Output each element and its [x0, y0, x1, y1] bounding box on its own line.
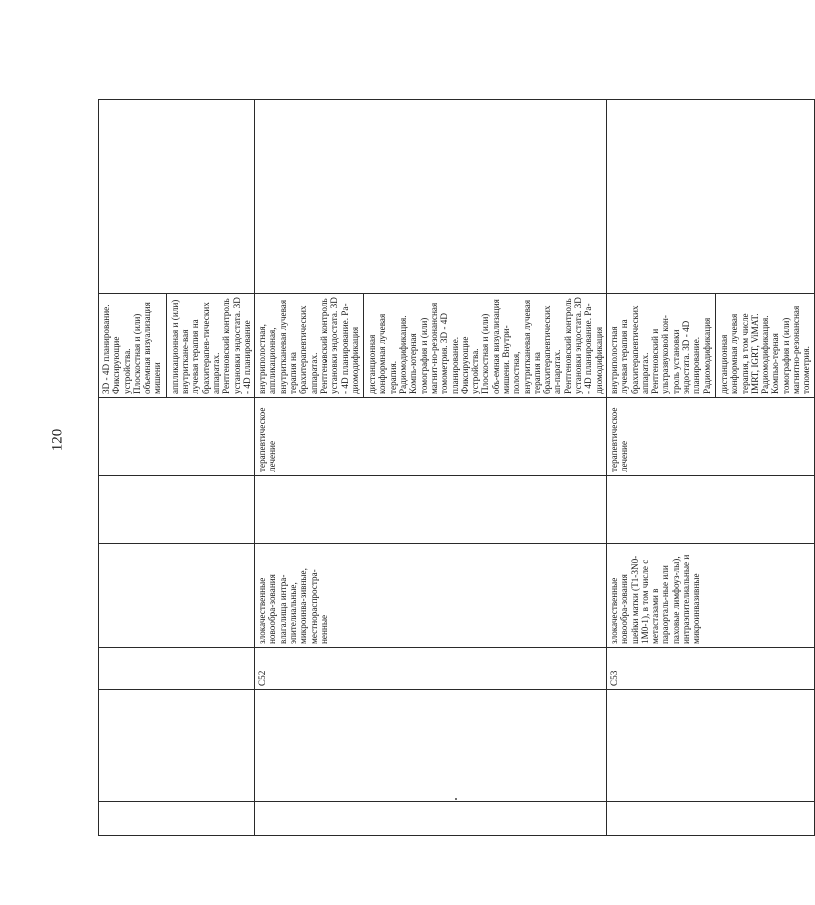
methods-cell	[99, 294, 255, 398]
table-cell	[255, 476, 607, 544]
table-cell	[99, 690, 255, 802]
table-cell	[606, 100, 814, 294]
table-cell	[606, 690, 814, 802]
table-row	[255, 100, 607, 836]
disease-cell: злокачественные новообра-зования влагалища интра-эпителиальные, микроинва-зивные, местнораспростра-ненные	[255, 544, 607, 648]
method-text: внутриполостная, аппликационная, внутритканевая лучевая терапия на брахитерапевтических аппаратах. Рентгеновский контроль установки эндостата. 3D - 4D планирование. Ра-диомодификация	[257, 297, 360, 394]
method-text: 3D - 4D планирование. Фиксирующие устройства. Плоскостная и (или) объемная визуализация мишени	[101, 302, 163, 394]
page-number: 120	[49, 428, 66, 452]
methods-cell	[606, 294, 814, 398]
treatment-cell: терапевтическое лечение	[255, 398, 607, 476]
table-row	[606, 100, 814, 836]
method-text: дистанционная конформная лучевая терапия. Радиомодификация. Компь-ютерная томография и (или) магнит-но-резонансная томометрия. 3D - 4D планирование. Фиксирующие устройства. Плоскостная и (или) объ-емная визуализация мишени. Внутри-полостная, внутритканевая лучевая терапия на брахитерапевтических ап-паратах. Рентгеновский контроль установки эндостата. 3D - 4D планирование. Ра-диомодификация	[363, 294, 604, 397]
rotated-page-content	[98, 100, 812, 836]
disease-cell: злокачественные новообра-зования шейки матки (T1-3N0-1M0-1), в том числе с метастазами в параорталь-ные или паховые лимфоуз-лы), интраэпителиальные и микроинвазивные	[606, 544, 814, 648]
code-cell	[99, 648, 255, 690]
method-text: дистанционная конформная лучевая терапия, в том числе IMRT, IGRT, ViMAT. Радиомодификация. Компью-терная томография и (или) магнитно-резонансная топометрия.	[715, 294, 812, 397]
table-cell	[255, 100, 607, 294]
methods-cell	[255, 294, 607, 398]
table-cell	[255, 690, 607, 802]
method-text: внутриполостная лучевая терапия на брахитерапевтических аппаратах. Рентгеновский и ультразвуковой кон-троль установки эндостата. 3D - 4D планирование. Радиомодификация	[608, 305, 712, 394]
table-cell	[606, 802, 814, 836]
table-cell	[255, 802, 607, 836]
table-row	[99, 100, 255, 836]
treatment-table	[98, 99, 815, 836]
code-cell: C53	[606, 648, 814, 690]
table-cell	[606, 476, 814, 544]
table-cell	[99, 802, 255, 836]
code-cell: C52	[255, 648, 607, 690]
treatment-cell: терапевтическое лечение	[606, 398, 814, 476]
table-cell	[99, 100, 255, 294]
method-text: аппликационная и (или) внутриткане-вая лучевая терапия на брахитерапев-тических аппаратах. Рентгеновский контроль установки эндостата. 3D - 4D планирование	[166, 294, 252, 397]
disease-cell	[99, 544, 255, 648]
treatment-cell	[99, 398, 255, 476]
table-cell	[99, 476, 255, 544]
